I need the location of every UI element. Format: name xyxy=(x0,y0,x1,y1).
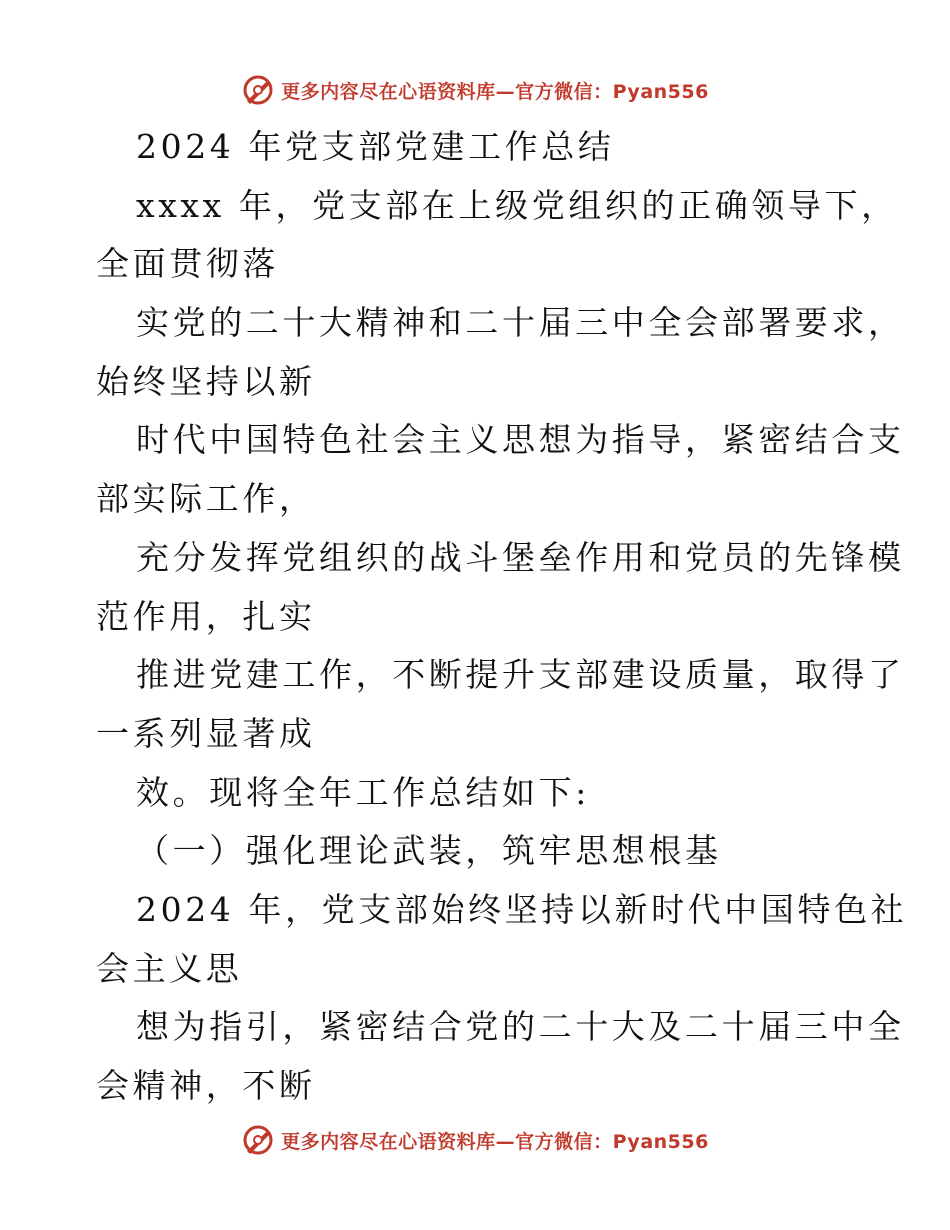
doc-line: 部实际工作， xyxy=(96,479,316,519)
document-body xyxy=(96,118,908,1116)
watermark-text: 更多内容尽在心语资料库—官方微信：Pyan556 xyxy=(281,80,709,103)
header-watermark xyxy=(0,70,950,110)
doc-line: 效。现将全年工作总结如下: xyxy=(136,772,590,812)
footer-watermark xyxy=(0,1120,950,1160)
doc-line: xxxx 年，党支部在上级党组织的正确领导下， xyxy=(136,185,898,225)
pen-seal-logo-icon xyxy=(241,1123,275,1157)
doc-line: 始终坚持以新 xyxy=(96,361,316,401)
doc-line: 实党的二十大精神和二十届三中全会部署要求， xyxy=(136,303,905,343)
doc-line: 范作用，扎实 xyxy=(96,596,316,636)
doc-line: 2024 年，党支部始终坚持以新时代中国特色社 xyxy=(136,889,908,929)
doc-line: 会精神，不断 xyxy=(96,1066,316,1105)
watermark-text: 更多内容尽在心语资料库—官方微信：Pyan556 xyxy=(281,1130,709,1153)
doc-line: 2024 年党支部党建工作总结 xyxy=(136,127,615,166)
doc-line: 会主义思 xyxy=(96,948,243,988)
pen-seal-logo-icon xyxy=(241,73,275,107)
doc-line: 时代中国特色社会主义思想为指导，紧密结合支 xyxy=(136,420,905,460)
doc-line: 想为指引，紧密结合党的二十大及二十届三中全 xyxy=(136,1007,905,1047)
doc-line: 充分发挥党组织的战斗堡垒作用和党员的先锋模 xyxy=(136,537,905,577)
doc-line: （一）强化理论武装，筑牢思想根基 xyxy=(136,831,722,871)
doc-line: 一系列显著成 xyxy=(96,713,316,753)
doc-line: 全面贯彻落 xyxy=(96,244,279,284)
doc-line: 推进党建工作，不断提升支部建设质量，取得了 xyxy=(136,655,905,695)
